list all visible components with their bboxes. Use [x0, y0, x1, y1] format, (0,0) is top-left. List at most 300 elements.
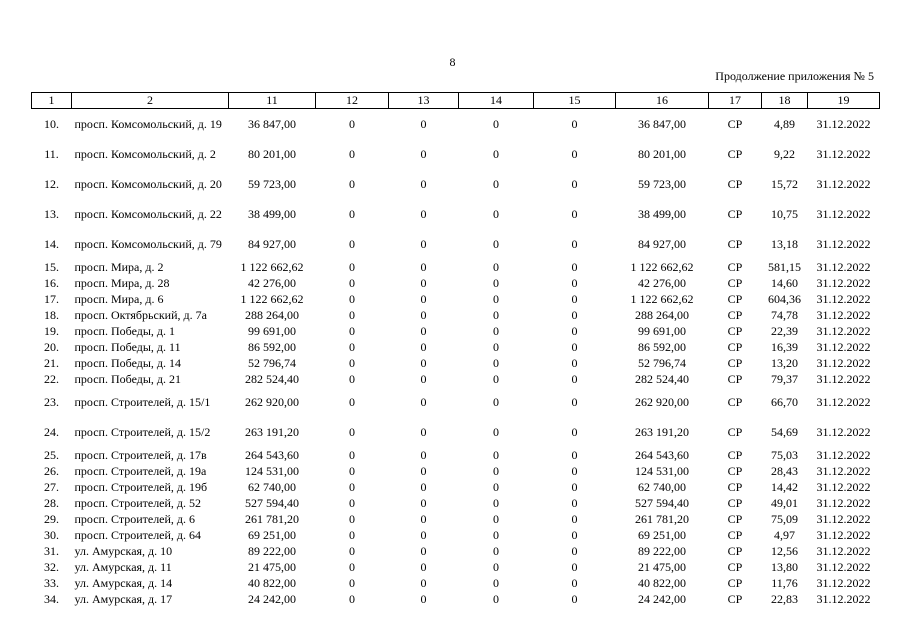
value-cell: СР	[727, 355, 743, 370]
value-cell: 0	[493, 339, 499, 354]
value-cell: 31.12.2022	[816, 355, 871, 370]
value-cell: 0	[571, 259, 578, 274]
table-row	[32, 511, 880, 527]
row-number-cell: 21.	[44, 355, 59, 370]
value-cell: 24 242,00	[248, 591, 296, 606]
value-cell: СР	[727, 275, 743, 290]
value-cell: 31.12.2022	[816, 511, 871, 526]
row-number-cell: 10.	[44, 116, 59, 131]
row-number-cell: 28.	[44, 495, 59, 510]
value-cell: 0	[420, 527, 427, 542]
value-cell: 0	[493, 259, 499, 274]
value-cell: 0	[493, 394, 499, 409]
value-cell: 31.12.2022	[816, 307, 871, 322]
value-cell: 0	[493, 371, 499, 386]
value-cell: 261 781,20	[635, 511, 689, 526]
value-cell: 0	[349, 259, 355, 274]
value-cell: 24 242,00	[638, 591, 686, 606]
value-cell: 0	[420, 323, 427, 338]
address-cell: просп. Октябрьский, д. 7а	[74, 307, 207, 322]
table-row	[32, 479, 880, 495]
value-cell: 527 594,40	[245, 495, 299, 510]
address-cell: просп. Комсомольский, д. 79	[74, 236, 222, 251]
value-cell: 0	[571, 559, 578, 574]
value-cell: СР	[727, 339, 743, 354]
value-cell: 0	[571, 424, 578, 439]
row-number-cell: 24.	[44, 424, 59, 439]
value-cell: 0	[420, 591, 427, 606]
table-row	[32, 527, 880, 543]
value-cell: 31.12.2022	[816, 339, 871, 354]
value-cell: 0	[493, 559, 499, 574]
value-cell: 0	[420, 424, 427, 439]
value-cell: 31.12.2022	[816, 323, 871, 338]
value-cell: 31.12.2022	[816, 591, 871, 606]
address-cell: просп. Мира, д. 2	[74, 259, 164, 274]
value-cell: 262 920,00	[245, 394, 299, 409]
value-cell: 0	[349, 527, 355, 542]
value-cell: 36 847,00	[638, 116, 686, 131]
value-cell: 52 796,74	[638, 355, 686, 370]
address-cell: просп. Строителей, д. 64	[74, 527, 202, 542]
value-cell: 0	[493, 116, 499, 131]
table-row	[32, 275, 880, 291]
value-cell: 31.12.2022	[816, 495, 871, 510]
value-cell: 0	[493, 575, 499, 590]
value-cell: 1 122 662,62	[240, 291, 304, 306]
header-cell: 17	[709, 93, 762, 109]
value-cell: 4,89	[774, 116, 795, 131]
header-cell: 19	[808, 93, 880, 109]
value-cell: СР	[727, 495, 743, 510]
value-cell: 0	[349, 275, 355, 290]
value-cell: 69 251,00	[638, 527, 686, 542]
value-cell: 59 723,00	[248, 176, 296, 191]
value-cell: 0	[571, 447, 578, 462]
value-cell: 0	[571, 527, 578, 542]
table-row	[32, 355, 880, 371]
address-cell: ул. Амурская, д. 10	[74, 543, 173, 558]
address-cell: просп. Строителей, д. 17в	[74, 447, 207, 462]
value-cell: 31.12.2022	[816, 424, 871, 439]
value-cell: СР	[727, 424, 743, 439]
value-cell: СР	[727, 479, 743, 494]
value-cell: 11,76	[771, 575, 798, 590]
table-row	[32, 229, 880, 259]
value-cell: 0	[420, 339, 427, 354]
header-cell: 18	[762, 93, 808, 109]
value-cell: 0	[420, 463, 427, 478]
value-cell: 0	[420, 394, 427, 409]
value-cell: 84 927,00	[248, 236, 296, 251]
value-cell: СР	[727, 176, 743, 191]
value-cell: 0	[571, 275, 578, 290]
value-cell: 62 740,00	[638, 479, 686, 494]
value-cell: 0	[493, 291, 499, 306]
table-row	[32, 543, 880, 559]
table-row	[32, 417, 880, 447]
table-row	[32, 259, 880, 275]
row-number-cell: 32.	[44, 559, 59, 574]
value-cell: 124 531,00	[245, 463, 299, 478]
value-cell: 1 122 662,62	[630, 259, 694, 274]
row-number-cell: 14.	[44, 236, 59, 251]
table-row	[32, 387, 880, 417]
value-cell: 261 781,20	[245, 511, 299, 526]
value-cell: 0	[420, 275, 427, 290]
value-cell: 0	[420, 116, 427, 131]
value-cell: 0	[349, 424, 355, 439]
value-cell: СР	[727, 511, 743, 526]
value-cell: 80 201,00	[638, 146, 686, 161]
header-cell: 1	[32, 93, 72, 109]
value-cell: 0	[349, 447, 355, 462]
row-number-cell: 31.	[44, 543, 59, 558]
row-number-cell: 33.	[44, 575, 59, 590]
header-cell: 2	[72, 93, 229, 109]
value-cell: 0	[349, 236, 355, 251]
value-cell: 0	[493, 146, 499, 161]
value-cell: 4,97	[774, 527, 795, 542]
value-cell: 0	[349, 339, 355, 354]
value-cell: 0	[493, 307, 499, 322]
value-cell: СР	[727, 291, 743, 306]
value-cell: 0	[420, 447, 427, 462]
value-cell: 0	[571, 463, 578, 478]
row-number-cell: 22.	[44, 371, 59, 386]
address-cell: просп. Строителей, д. 15/1	[74, 394, 211, 409]
value-cell: 38 499,00	[248, 206, 296, 221]
value-cell: 28,43	[771, 463, 798, 478]
value-cell: 31.12.2022	[816, 275, 871, 290]
table-row	[32, 307, 880, 323]
value-cell: 9,22	[774, 146, 795, 161]
value-cell: 0	[420, 371, 427, 386]
value-cell: 31.12.2022	[816, 479, 871, 494]
row-number-cell: 26.	[44, 463, 59, 478]
value-cell: 0	[349, 575, 355, 590]
value-cell: 31.12.2022	[816, 176, 871, 191]
continuation-caption: Продолжение приложения № 5	[715, 69, 874, 83]
value-cell: 31.12.2022	[816, 206, 871, 221]
value-cell: 0	[420, 307, 427, 322]
value-cell: 0	[571, 307, 578, 322]
value-cell: 0	[571, 371, 578, 386]
value-cell: 0	[493, 206, 499, 221]
value-cell: 0	[420, 479, 427, 494]
value-cell: 0	[493, 275, 499, 290]
value-cell: 0	[493, 424, 499, 439]
value-cell: 31.12.2022	[816, 146, 871, 161]
value-cell: СР	[727, 371, 743, 386]
value-cell: 0	[420, 495, 427, 510]
value-cell: 263 191,20	[635, 424, 689, 439]
value-cell: 69 251,00	[248, 527, 296, 542]
value-cell: 0	[349, 511, 355, 526]
value-cell: 31.12.2022	[816, 394, 871, 409]
value-cell: 0	[420, 575, 427, 590]
value-cell: СР	[727, 463, 743, 478]
value-cell: 0	[493, 323, 499, 338]
value-cell: 62 740,00	[248, 479, 296, 494]
row-number-cell: 11.	[44, 146, 59, 161]
table-row	[32, 559, 880, 575]
value-cell: 604,36	[768, 291, 801, 306]
value-cell: 31.12.2022	[816, 371, 871, 386]
address-cell: просп. Победы, д. 21	[74, 371, 182, 386]
row-number-cell: 13.	[44, 206, 59, 221]
value-cell: 0	[493, 591, 499, 606]
value-cell: 0	[420, 543, 427, 558]
value-cell: 52 796,74	[248, 355, 296, 370]
address-cell: просп. Строителей, д. 15/2	[74, 424, 211, 439]
value-cell: 42 276,00	[638, 275, 686, 290]
address-cell: просп. Строителей, д. 6	[74, 511, 196, 526]
value-cell: 0	[493, 543, 499, 558]
value-cell: 16,39	[771, 339, 798, 354]
value-cell: 99 691,00	[248, 323, 296, 338]
table-row	[32, 463, 880, 479]
value-cell: 13,18	[771, 236, 798, 251]
table-row	[32, 169, 880, 199]
value-cell: 86 592,00	[248, 339, 296, 354]
value-cell: 86 592,00	[638, 339, 686, 354]
value-cell: 0	[420, 259, 427, 274]
row-number-cell: 12.	[44, 176, 59, 191]
value-cell: 0	[493, 176, 499, 191]
row-number-cell: 27.	[44, 479, 59, 494]
value-cell: 0	[349, 291, 355, 306]
row-number-cell: 18.	[44, 307, 59, 322]
value-cell: 0	[493, 447, 499, 462]
value-cell: 0	[349, 146, 355, 161]
row-number-cell: 15.	[44, 259, 59, 274]
table-row	[32, 575, 880, 591]
value-cell: СР	[727, 394, 743, 409]
header-cell: 16	[616, 93, 709, 109]
row-number-cell: 23.	[44, 394, 59, 409]
value-cell: СР	[727, 543, 743, 558]
header-cell: 14	[459, 93, 534, 109]
value-cell: 0	[349, 543, 355, 558]
value-cell: 0	[571, 495, 578, 510]
row-number-cell: 20.	[44, 339, 59, 354]
value-cell: 1 122 662,62	[630, 291, 694, 306]
row-number-cell: 19.	[44, 323, 59, 338]
value-cell: 0	[349, 479, 355, 494]
value-cell: 0	[571, 575, 578, 590]
value-cell: 75,03	[771, 447, 798, 462]
value-cell: 0	[349, 559, 355, 574]
address-cell: просп. Строителей, д. 19б	[74, 479, 208, 494]
value-cell: 0	[571, 323, 578, 338]
value-cell: 0	[571, 591, 578, 606]
value-cell: СР	[727, 236, 743, 251]
value-cell: 14,42	[771, 479, 798, 494]
value-cell: 0	[493, 479, 499, 494]
value-cell: 0	[571, 394, 578, 409]
value-cell: 0	[349, 307, 355, 322]
value-cell: 0	[571, 355, 578, 370]
value-cell: СР	[727, 447, 743, 462]
value-cell: 0	[349, 116, 355, 131]
address-cell: просп. Победы, д. 1	[74, 323, 176, 338]
value-cell: 31.12.2022	[816, 116, 871, 131]
value-cell: 0	[420, 146, 427, 161]
value-cell: 74,78	[771, 307, 798, 322]
value-cell: 0	[420, 355, 427, 370]
value-cell: 22,83	[771, 591, 798, 606]
address-cell: просп. Мира, д. 28	[74, 275, 170, 290]
value-cell: СР	[727, 307, 743, 322]
value-cell: 49,01	[771, 495, 798, 510]
address-cell: просп. Комсомольский, д. 20	[74, 176, 222, 191]
address-cell: просп. Комсомольский, д. 19	[74, 116, 222, 131]
value-cell: 0	[571, 206, 578, 221]
value-cell: 0	[571, 176, 578, 191]
value-cell: 0	[571, 236, 578, 251]
value-cell: 13,80	[771, 559, 798, 574]
value-cell: 21 475,00	[638, 559, 686, 574]
value-cell: 15,72	[771, 176, 798, 191]
value-cell: 0	[493, 236, 499, 251]
value-cell: 124 531,00	[635, 463, 689, 478]
value-cell: 0	[420, 236, 427, 251]
value-cell: 0	[349, 206, 355, 221]
value-cell: 288 264,00	[635, 307, 689, 322]
address-cell: ул. Амурская, д. 14	[74, 575, 173, 590]
table-row	[32, 323, 880, 339]
value-cell: 263 191,20	[245, 424, 299, 439]
address-cell: просп. Комсомольский, д. 22	[74, 206, 222, 221]
table-row	[32, 495, 880, 511]
value-cell: 42 276,00	[248, 275, 296, 290]
address-cell: просп. Победы, д. 14	[74, 355, 182, 370]
value-cell: 80 201,00	[248, 146, 296, 161]
value-cell: 0	[420, 559, 427, 574]
value-cell: 264 543,60	[635, 447, 689, 462]
value-cell: 54,69	[771, 424, 798, 439]
value-cell: 31.12.2022	[816, 259, 871, 274]
value-cell: 31.12.2022	[816, 463, 871, 478]
value-cell: СР	[727, 146, 743, 161]
value-cell: 0	[349, 323, 355, 338]
value-cell: 89 222,00	[248, 543, 296, 558]
header-cell: 11	[229, 93, 316, 109]
value-cell: 0	[493, 495, 499, 510]
value-cell: 31.12.2022	[816, 291, 871, 306]
value-cell: 0	[420, 291, 427, 306]
table-row	[32, 591, 880, 607]
table-row	[32, 339, 880, 355]
value-cell: СР	[727, 116, 743, 131]
address-cell: просп. Комсомольский, д. 2	[74, 146, 216, 161]
value-cell: 31.12.2022	[816, 575, 871, 590]
value-cell: 0	[349, 394, 355, 409]
header-cell: 15	[534, 93, 616, 109]
value-cell: 89 222,00	[638, 543, 686, 558]
value-cell: 0	[493, 463, 499, 478]
value-cell: 12,56	[771, 543, 798, 558]
value-cell: 288 264,00	[245, 307, 299, 322]
value-cell: 1 122 662,62	[240, 259, 304, 274]
value-cell: 31.12.2022	[816, 543, 871, 558]
value-cell: 40 822,00	[248, 575, 296, 590]
value-cell: 79,37	[771, 371, 798, 386]
value-cell: 21 475,00	[248, 559, 296, 574]
value-cell: 0	[571, 511, 578, 526]
value-cell: 40 822,00	[638, 575, 686, 590]
value-cell: 59 723,00	[638, 176, 686, 191]
row-number-cell: 29.	[44, 511, 59, 526]
value-cell: 0	[571, 543, 578, 558]
header-cell: 13	[389, 93, 459, 109]
value-cell: 36 847,00	[248, 116, 296, 131]
value-cell: 0	[571, 479, 578, 494]
address-cell: просп. Строителей, д. 52	[74, 495, 202, 510]
value-cell: 13,20	[771, 355, 798, 370]
value-cell: СР	[727, 527, 743, 542]
value-cell: 527 594,40	[635, 495, 689, 510]
value-cell: 0	[349, 591, 355, 606]
value-cell: 0	[420, 206, 427, 221]
row-number-cell: 25.	[44, 447, 59, 462]
row-number-cell: 30.	[44, 527, 59, 542]
value-cell: 75,09	[771, 511, 798, 526]
row-number-cell: 17.	[44, 291, 59, 306]
value-cell: 282 524,40	[635, 371, 689, 386]
table-row	[32, 109, 880, 140]
table-row	[32, 371, 880, 387]
table-row	[32, 139, 880, 169]
value-cell: 0	[493, 527, 499, 542]
appendix-table	[31, 92, 880, 607]
value-cell: 264 543,60	[245, 447, 299, 462]
value-cell: СР	[727, 559, 743, 574]
value-cell: 84 927,00	[638, 236, 686, 251]
value-cell: 22,39	[771, 323, 798, 338]
value-cell: 262 920,00	[635, 394, 689, 409]
value-cell: 0	[349, 371, 355, 386]
value-cell: 581,15	[768, 259, 801, 274]
value-cell: 0	[349, 176, 355, 191]
value-cell: СР	[727, 259, 743, 274]
table-row	[32, 447, 880, 463]
address-cell: просп. Строителей, д. 19а	[74, 463, 207, 478]
value-cell: 0	[349, 463, 355, 478]
value-cell: 31.12.2022	[816, 236, 871, 251]
address-cell: просп. Победы, д. 11	[74, 339, 181, 354]
value-cell: 99 691,00	[638, 323, 686, 338]
value-cell: 0	[420, 511, 427, 526]
table-row	[32, 291, 880, 307]
value-cell: 0	[349, 495, 355, 510]
value-cell: 0	[571, 339, 578, 354]
address-cell: ул. Амурская, д. 11	[74, 559, 172, 574]
value-cell: 0	[493, 511, 499, 526]
value-cell: 0	[493, 355, 499, 370]
value-cell: 31.12.2022	[816, 559, 871, 574]
value-cell: 0	[571, 116, 578, 131]
value-cell: 0	[349, 355, 355, 370]
table-row	[32, 199, 880, 229]
value-cell: 31.12.2022	[816, 447, 871, 462]
value-cell: 0	[571, 291, 578, 306]
value-cell: 14,60	[771, 275, 798, 290]
value-cell: 0	[420, 176, 427, 191]
value-cell: 38 499,00	[638, 206, 686, 221]
address-cell: ул. Амурская, д. 17	[74, 591, 173, 606]
